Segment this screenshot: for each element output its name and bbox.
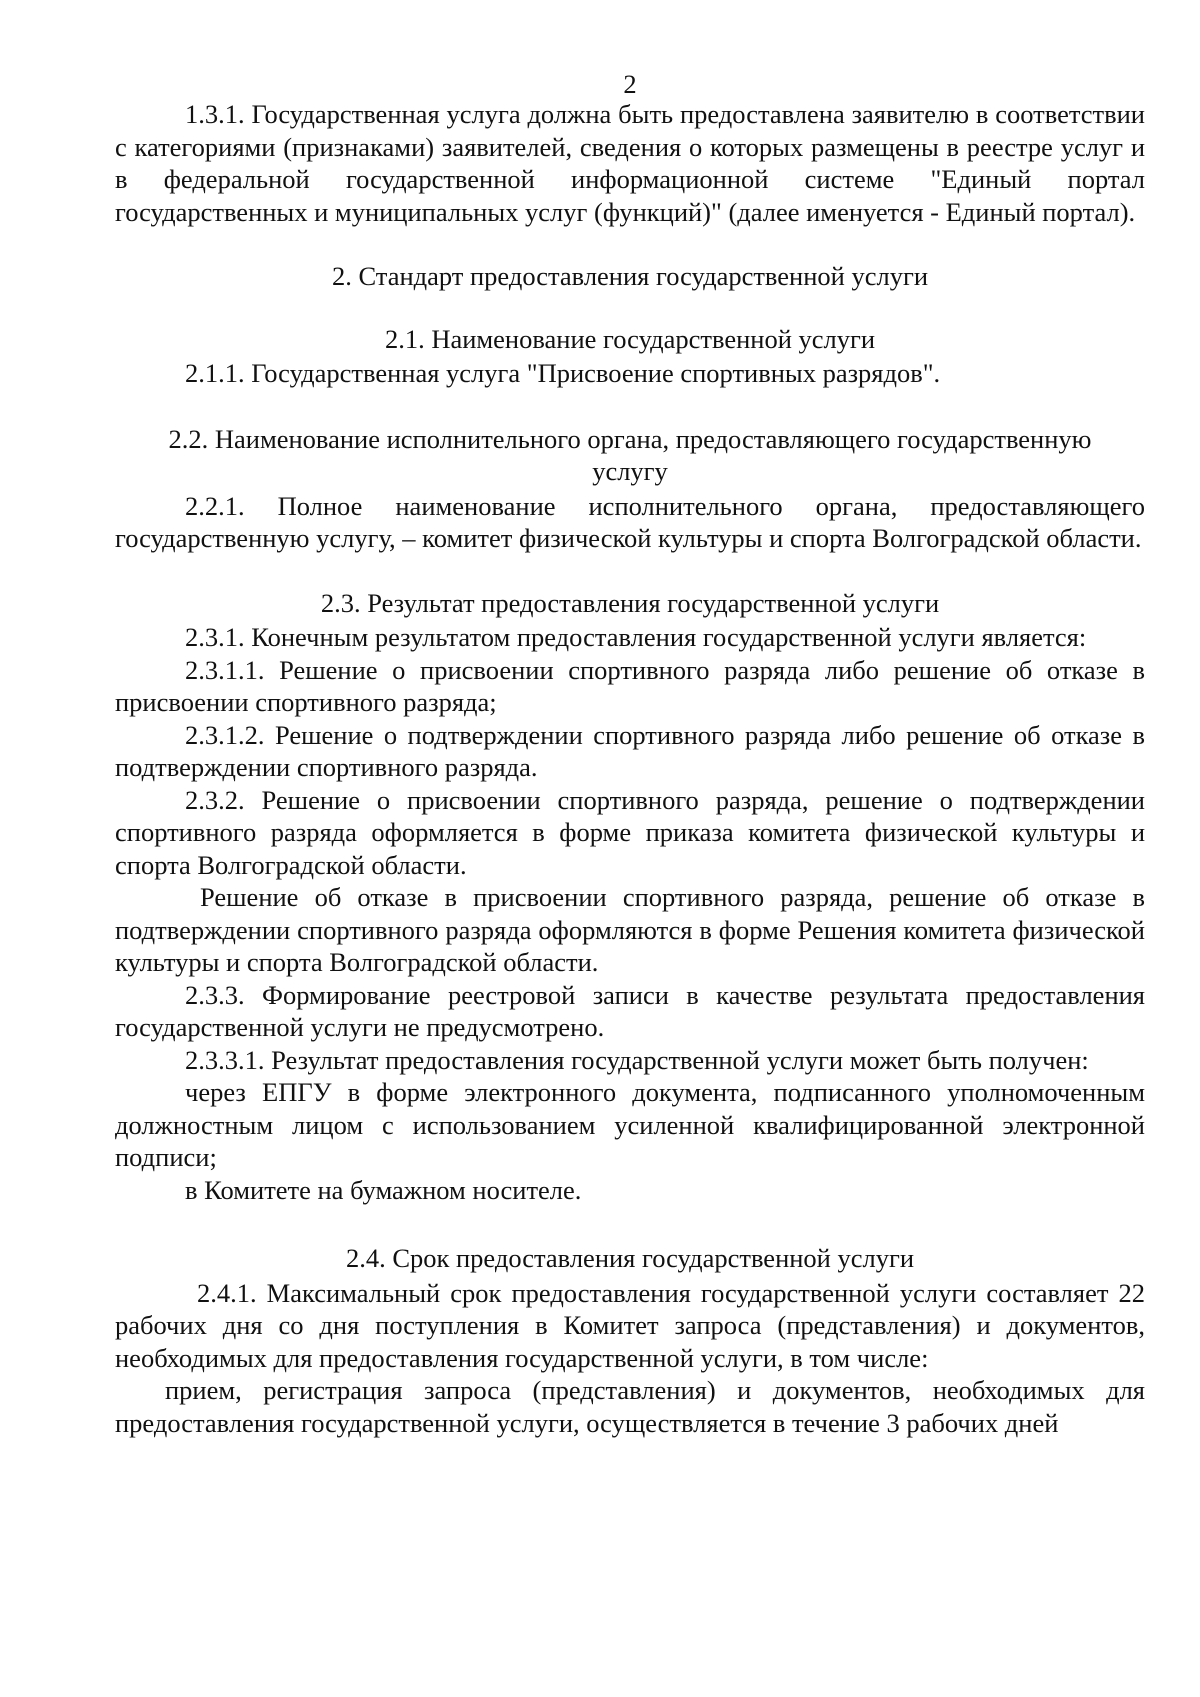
paragraph-2-1-1: 2.1.1. Государственная услуга "Присвоение спортивных разрядов". <box>185 358 941 388</box>
page-number: 2 <box>623 69 637 99</box>
paragraph-komitet: в Комитете на бумажном носителе. <box>185 1174 582 1205</box>
paragraph-2-3-1: 2.3.1. Конечным результатом предоставления государственной услуги является: <box>185 622 1087 652</box>
paragraph-2-3-1-1: 2.3.1.1. Решение о присвоении спортивного разряда либо решение об отказе в присвоении спортивного разряда; <box>115 654 1145 717</box>
paragraph-1-3-1: 1.3.1. Государственная услуга должна быть предоставлена заявителю в соответствии с категориями (признаками) заявителей, сведения о которых размещены в реестре услуг и в федеральной государственной информационной системе "Единый портал государственных и муниципальных услуг (функций)" (далее именуется - Единый портал). <box>115 99 1145 227</box>
paragraph-2-4-1: 2.4.1. Максимальный срок предоставления государственной услуги составляет 22 рабочих дня со дня поступления в Комитет запроса (представления) и документов, необходимых для предоставления государственной услуги, в том числе: <box>115 1277 1145 1373</box>
paragraph-priem: прием, регистрация запроса (представления) и документов, необходимых для предоставления государственной услуги, осуществляется в течение 3 рабочих дней <box>115 1375 1145 1438</box>
paragraph-2-3-3: 2.3.3. Формирование реестровой записи в качестве результата предоставления государственной услуги не предусмотрено. <box>115 979 1145 1042</box>
section-heading-2: 2. Стандарт предоставления государственной услуги <box>331 261 929 291</box>
paragraph-epgu: через ЕПГУ в форме электронного документа, подписанного уполномоченным должностным лицом с использованием усиленной квалифицированной электронной подписи; <box>115 1077 1145 1172</box>
subsection-heading-2-1: 2.1. Наименование государственной услуги <box>384 323 876 354</box>
subsection-heading-2-4: 2.4. Срок предоставления государственной услуги <box>345 1243 915 1273</box>
paragraph-2-3-1-2: 2.3.1.2. Решение о подтверждении спортивного разряда либо решение об отказе в подтверждении спортивного разряда. <box>115 719 1145 782</box>
subsection-heading-2-2: 2.2. Наименование исполнительного органа, предоставляющего государственную услугу <box>168 423 1092 486</box>
paragraph-2-3-2-refusal: Решение об отказе в присвоении спортивного разряда, решение об отказе в подтверждении спортивного разряда оформляются в форме Решения комитета физической культуры и спорта Волгоградской области. <box>115 882 1145 977</box>
paragraph-2-3-2: 2.3.2. Решение о присвоении спортивного разряда, решение о подтверждении спортивного разряда оформляется в форме приказа комитета физической культуры и спорта Волгоградской области. <box>115 784 1145 880</box>
document-body <box>115 70 1145 1439</box>
subsection-heading-2-3: 2.3. Результат предоставления государственной услуги <box>320 587 940 618</box>
paragraph-2-3-3-1: 2.3.3.1. Результат предоставления государственной услуги может быть получен: <box>185 1044 1089 1075</box>
paragraph-2-2-1: 2.2.1. Полное наименование исполнительного органа, предоставляющего государственную услугу, – комитет физической культуры и спорта Волгоградской области. <box>115 490 1145 553</box>
